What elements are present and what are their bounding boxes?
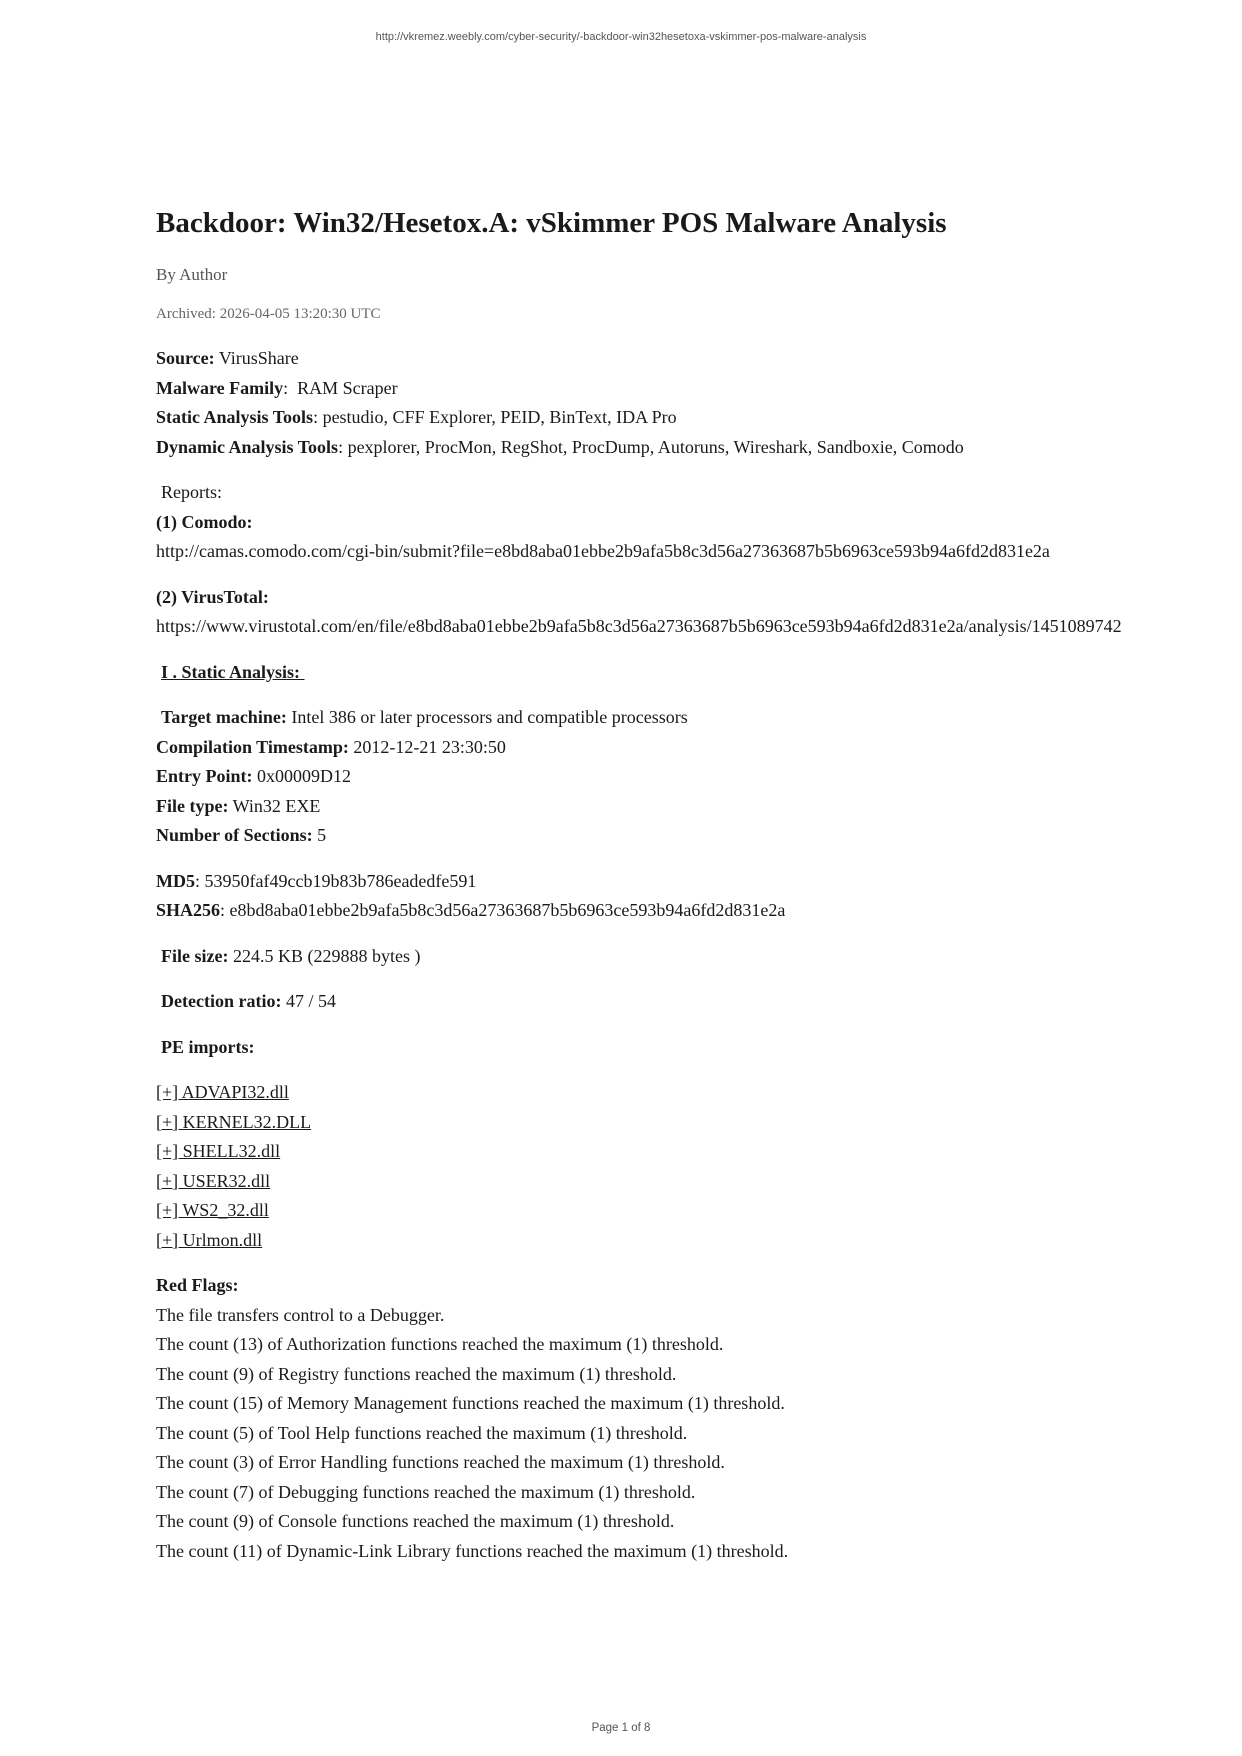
reports-block xyxy=(156,478,1166,567)
sections-line: Number of Sections: 5 xyxy=(156,825,327,845)
import-user32-link[interactable]: [+] USER32.dll xyxy=(156,1170,271,1191)
import-kernel32-link[interactable]: [+] KERNEL32.DLL xyxy=(156,1111,312,1132)
metadata-block xyxy=(156,344,1166,462)
pe-imports-heading-block xyxy=(156,1033,1166,1063)
list-item: The count (5) of Tool Help functions reached the maximum (1) threshold. xyxy=(156,1422,688,1443)
virustotal-block xyxy=(156,583,1166,642)
list-item: The count (15) of Memory Management functions reached the maximum (1) threshold. xyxy=(156,1393,785,1413)
target-machine-line: Target machine: Intel 386 or later processors and compatible processors xyxy=(161,707,688,727)
file-type-line: File type: Win32 EXE xyxy=(156,795,321,816)
import-ws2-32-link[interactable]: [+] WS2_32.dll xyxy=(156,1200,269,1220)
import-shell32-link[interactable]: [+] SHELL32.dll xyxy=(156,1141,281,1161)
article-title: Backdoor: Win32/Hesetox.A: vSkimmer POS Malware Analysis xyxy=(156,207,947,239)
detection-block xyxy=(156,987,1166,1017)
virustotal-label: (2) VirusTotal: xyxy=(156,586,269,607)
md5-line: MD5: 53950faf49ccb19b83b786eadedfe591 xyxy=(156,870,477,891)
red-flags-block xyxy=(156,1271,1166,1566)
file-size-block xyxy=(156,942,1166,972)
file-size-line: File size: 224.5 KB (229888 bytes ) xyxy=(161,945,421,966)
dynamic-tools-line: Dynamic Analysis Tools: pexplorer, ProcMon, RegShot, ProcDump, Autoruns, Wireshark, Sandboxie, Comodo xyxy=(156,436,964,457)
hashes-block xyxy=(156,867,1166,926)
list-item: The count (11) of Dynamic-Link Library functions reached the maximum (1) threshold. xyxy=(156,1540,789,1561)
reports-heading: Reports: xyxy=(161,482,222,502)
compilation-timestamp-line: Compilation Timestamp: 2012-12-21 23:30:50 xyxy=(156,736,506,757)
import-urlmon-link[interactable]: [+] Urlmon.dll xyxy=(156,1229,263,1250)
source-line: Source: VirusShare xyxy=(156,348,299,368)
virustotal-url: https://www.virustotal.com/en/file/e8bd8aba01ebbe2b9afa5b8c3d56a27363687b5b6963ce593b94a6fd2d831e2a/analysis/1451089742 xyxy=(156,616,1122,636)
pe-imports-heading: PE imports: xyxy=(161,1036,255,1057)
page-number: Page 1 of 8 xyxy=(591,1722,651,1734)
file-header-info xyxy=(156,703,1166,851)
list-item: The count (13) of Authorization functions reached the maximum (1) threshold. xyxy=(156,1334,724,1354)
list-item: The count (9) of Console functions reached the maximum (1) threshold. xyxy=(156,1511,675,1531)
entry-point-line: Entry Point: 0x00009D12 xyxy=(156,766,351,786)
comodo-label: (1) Comodo: xyxy=(156,511,253,532)
malware-family-line: Malware Family: RAM Scraper xyxy=(156,377,398,398)
article xyxy=(156,200,1166,1566)
static-analysis-heading-block xyxy=(156,658,1166,688)
static-analysis-heading: I . Static Analysis: xyxy=(161,661,305,682)
list-item: The count (3) of Error Handling functions reached the maximum (1) threshold. xyxy=(156,1452,725,1472)
byline: By Author xyxy=(156,265,228,284)
sha256-line: SHA256: e8bd8aba01ebbe2b9afa5b8c3d56a27363687b5b6963ce593b94a6fd2d831e2a xyxy=(156,900,786,920)
list-item: The file transfers control to a Debugger. xyxy=(156,1304,445,1325)
list-item: The count (7) of Debugging functions reached the maximum (1) threshold. xyxy=(156,1481,696,1502)
list-item: The count (9) of Registry functions reached the maximum (1) threshold. xyxy=(156,1363,677,1384)
comodo-url: http://camas.comodo.com/cgi-bin/submit?file=e8bd8aba01ebbe2b9afa5b8c3d56a27363687b5b6963ce593b94a6fd2d831e2a xyxy=(156,541,1050,561)
import-advapi32-link[interactable]: [+] ADVAPI32.dll xyxy=(156,1082,289,1102)
source-url-header: http://vkremez.weebly.com/cyber-security/-backdoor-win32hesetoxa-vskimmer-pos-malware-analysis xyxy=(375,31,867,43)
archived-date: Archived: 2026-04-05 13:20:30 UTC xyxy=(156,306,381,322)
static-tools-line: Static Analysis Tools: pestudio, CFF Explorer, PEID, BinText, IDA Pro xyxy=(156,407,677,427)
pe-imports-list xyxy=(156,1078,1166,1255)
detection-ratio-line: Detection ratio: 47 / 54 xyxy=(161,991,336,1011)
red-flags-heading: Red Flags: xyxy=(156,1275,239,1295)
